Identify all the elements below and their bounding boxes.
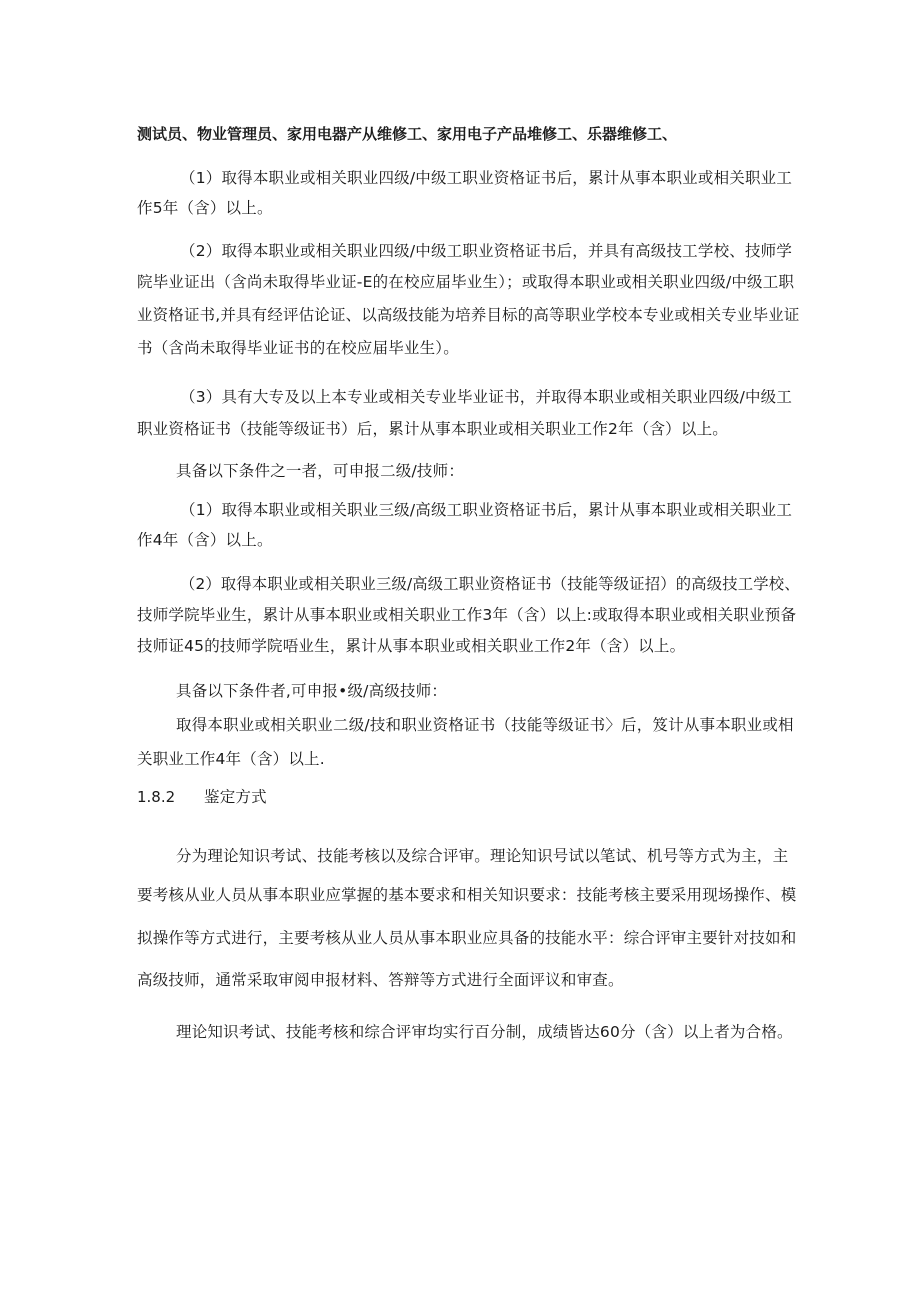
text-line: 书（含尚未取得毕业证书的在校应届毕业生）。 (137, 339, 459, 357)
text-line: 要考核从业人员从事本职业应掌握的基本要求和相关知识要求：技能考核主要采用现场操作、模 (137, 886, 797, 904)
text-line: 作4年（含）以上。 (137, 531, 273, 549)
text-line: 高级技师，通常采取审阅申报材料、答辩等方式进行全面评议和审查。 (137, 971, 624, 989)
text-line: 院毕业证出（含尚未取得毕业证-E的在校应届毕业生）；或取得本职业或相关职业四级/中级工职 (137, 273, 795, 291)
text-line: （1）取得本职业或相关职业三级/高级工职业资格证书后，累计从事本职业或相关职业工 (180, 501, 793, 519)
text-line: 业资格证书,并具有经评估论证、以高级技能为培养目标的高等职业学校本专业或相关专业毕业证 (137, 306, 800, 324)
level1-intro: 具备以下条件者,可申报•级/高级技师： (176, 682, 448, 700)
text-line: （2）取得本职业或相关职业四级/中级工职业资格证书后，并具有高级技工学校、技师学 (180, 242, 793, 260)
text-line: 分为理论知识考试、技能考核以及综合评审。理论知识号试以笔试、机号等方式为主，主 (176, 847, 789, 865)
section-number: 1.8.2 (137, 788, 176, 806)
text-line: （2）取得本职业或相关职业三级/高级工职业资格证书（技能等级证招）的高级技工学校、 (180, 575, 800, 593)
section-paragraph-2: 理论知识考试、技能考核和综合评审均实行百分制，成绩皆达60分（含）以上者为合格。 (176, 1023, 793, 1041)
text-line: 技师证45的技师学院唔业生，累计从事本职业或相关职业工作2年（含）以上。 (137, 637, 686, 655)
text-line: （3）具有大专及以上本专业或相关专业毕业证书，并取得本职业或相关职业四级/中级工 (180, 388, 793, 406)
text-line: 拟操作等方式进行，主要考核从业人员从事本职业应具备的技能水平：综合评审主要针对技如和 (137, 929, 797, 947)
text-line: 取得本职业或相关职业二级/技和职业资格证书（技能等级证书〉后，笈计从事本职业或相 (176, 716, 794, 734)
level2-intro: 具备以下条件之一者，可申报二级/技师： (176, 462, 465, 480)
text-line: 职业资格证书（技能等级证书）后，累计从事本职业或相关职业工作2年（含）以上。 (137, 420, 728, 438)
occupation-list-line: 测试员、物业管理员、家用电器产从维修工、家用电子产品堆修工、乐器维修工、 (137, 125, 678, 143)
section-title: 鉴定方式 (204, 788, 267, 806)
text-line: 关职业工作4年（含）以上. (137, 750, 325, 768)
text-line: 技师学院毕业生，累计从事本职业或相关职业工作3年（含）以上:或取得本职业或相关职业预备 (137, 606, 797, 624)
text-line: 作5年（含）以上。 (137, 199, 273, 217)
text-line: （1）取得本职业或相关职业四级/中级工职业资格证书后，累计从事本职业或相关职业工 (180, 169, 793, 187)
